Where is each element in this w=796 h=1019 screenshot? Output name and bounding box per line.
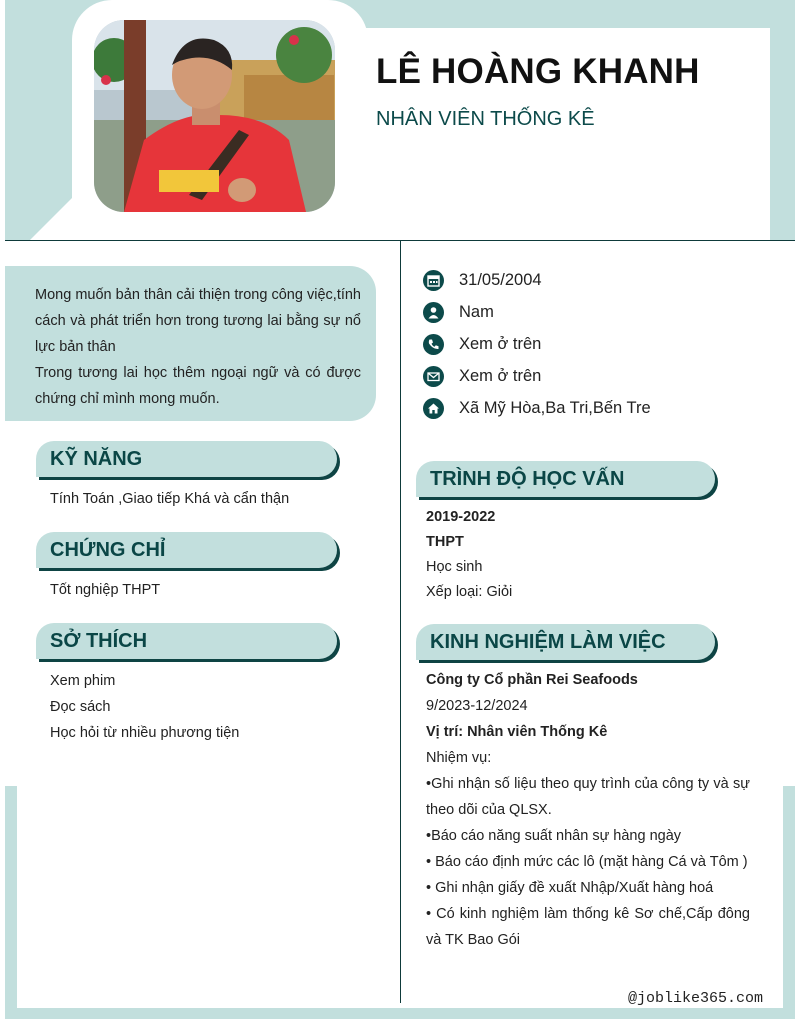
education-school: THPT [426,534,464,550]
candidate-job-title: NHÂN VIÊN THỐNG KÊ [376,108,595,130]
education-section [426,505,512,605]
contact-row-gender [423,296,651,328]
hobbies-heading: SỞ THÍCH [36,623,337,659]
certificates-list [50,577,160,603]
contact-row-phone [423,328,651,360]
experience-heading: KINH NGHIỆM LÀM VIỆC [416,624,715,660]
objective-paragraph: Trong tương lai học thêm ngoại ngữ và có được chứng chỉ mình mong muốn. [35,365,361,407]
list-item: • Ghi nhận giấy đề xuất Nhập/Xuất hàng hoá [426,880,714,896]
contact-row-email [423,360,651,392]
list-item: Học hỏi từ nhiều phương tiện [50,725,240,741]
contact-row-address [423,392,651,424]
frame-right-strip [783,786,795,1019]
education-grade: Xếp loại: Giỏi [426,584,513,600]
list-item: • Báo cáo định mức các lô (mặt hàng Cá và Tôm ) [426,854,748,870]
phone-icon [423,334,444,355]
list-item: • Có kinh nghiệm làm thống kê Sơ chế,Cấp đông và TK Bao Gói [426,906,750,948]
watermark: @joblike365.com [628,990,764,1007]
education-period: 2019-2022 [426,509,496,525]
contact-gender: Nam [459,302,494,321]
objective-paragraph: Mong muốn bản thân cải thiện trong công việc,tính cách và phát triển hơn trong tương lai bằng sự nổ lực bản thân [35,287,361,355]
education-heading: TRÌNH ĐỘ HỌC VẤN [416,461,715,497]
contact-email: Xem ở trên [459,366,542,385]
experience-position: Vị trí: Nhân viên Thống Kê [426,724,608,740]
column-divider [400,241,401,1003]
skills-heading: KỸ NĂNG [36,441,337,477]
list-item: Đọc sách [50,699,111,715]
home-icon [423,398,444,419]
contact-phone: Xem ở trên [459,334,542,353]
list-item: •Ghi nhận số liệu theo quy trình của công ty và sự theo dõi của QLSX. [426,776,750,818]
profile-photo [94,20,335,212]
list-item: Tốt nghiệp THPT [50,582,161,598]
experience-section [426,667,750,953]
hobbies-list [50,668,239,746]
contact-info [423,264,651,424]
list-item: Xem phim [50,673,116,689]
career-objective [5,266,376,421]
contact-row-birthday [423,264,651,296]
contact-birthday: 31/05/2004 [459,270,542,289]
list-item: •Báo cáo năng suất nhân sự hàng ngày [426,828,682,844]
education-role: Học sinh [426,559,483,575]
experience-period: 9/2023-12/2024 [426,698,528,714]
mail-icon [423,366,444,387]
experience-duties-label: Nhiệm vụ: [426,750,492,766]
calendar-icon [423,270,444,291]
skills-list [50,486,289,512]
candidate-name: LÊ HOÀNG KHANH [376,52,700,91]
person-icon [423,302,444,323]
contact-address: Xã Mỹ Hòa,Ba Tri,Bến Tre [459,398,651,417]
list-item: Tính Toán ,Giao tiếp Khá và cẩn thận [50,491,290,507]
frame-bottom-strip [5,1008,795,1019]
frame-left-strip [5,786,17,1019]
photo-bubble-tail [30,195,75,240]
certificates-heading: CHỨNG CHỈ [36,532,337,568]
experience-company: Công ty Cổ phần Rei Seafoods [426,672,638,688]
